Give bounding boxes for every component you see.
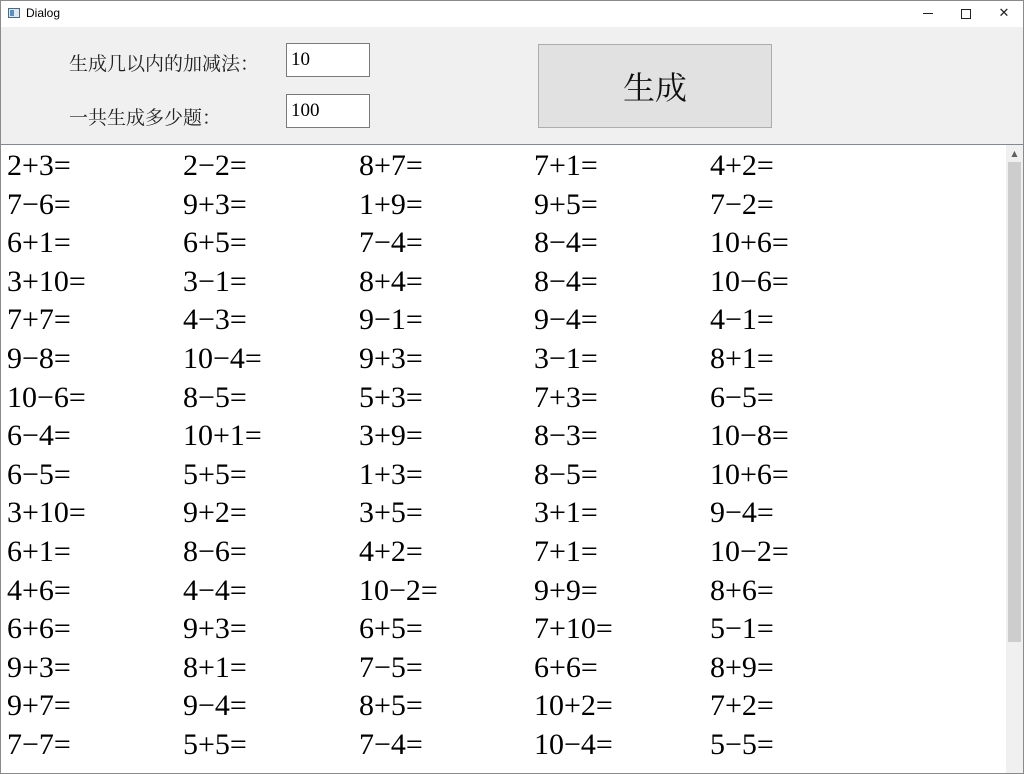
problem-item: 8−3=	[534, 419, 598, 453]
problem-item: 3−1=	[183, 264, 247, 298]
problem-item: 8−5=	[183, 380, 247, 414]
problem-item: 4+6=	[7, 573, 71, 607]
problem-item: 6+1=	[7, 535, 71, 568]
problem-row	[1, 263, 1001, 301]
problem-item: 8+9=	[710, 650, 774, 684]
problem-row	[1, 379, 1001, 417]
problem-item: 7+7=	[7, 303, 71, 337]
problem-item: 8+4=	[359, 264, 423, 298]
minimize-icon	[923, 13, 933, 14]
problem-item: 5+5=	[183, 728, 247, 761]
range-input[interactable]	[286, 43, 370, 77]
window-title: Dialog	[26, 6, 61, 20]
problem-item: 9+5=	[534, 187, 598, 221]
close-button[interactable]	[985, 1, 1023, 27]
problem-item: 7−4=	[359, 728, 423, 761]
problem-item: 6+5=	[359, 612, 423, 646]
problem-item: 3−1=	[534, 342, 598, 375]
problem-item: 10+1=	[183, 419, 262, 453]
problem-item: 9+3=	[359, 342, 423, 375]
problem-item: 9+3=	[183, 187, 247, 221]
problem-item: 8−4=	[534, 226, 598, 260]
minimize-button[interactable]	[909, 1, 947, 27]
problem-row	[1, 340, 1001, 378]
vertical-scrollbar[interactable]	[1006, 145, 1023, 773]
problem-item: 9−4=	[183, 689, 247, 723]
problem-item: 10+6=	[710, 226, 789, 260]
problem-item: 10−2=	[359, 573, 438, 607]
problem-item: 7−7=	[7, 728, 71, 761]
problem-item: 6−5=	[7, 457, 71, 491]
problem-item: 6+6=	[534, 650, 598, 684]
problem-item: 9−4=	[534, 303, 598, 337]
problem-item: 5+5=	[183, 457, 247, 491]
problem-item: 2+3=	[7, 149, 71, 182]
problem-item: 8−5=	[534, 457, 598, 491]
problem-item: 8+7=	[359, 149, 423, 182]
problem-row	[1, 301, 1001, 339]
problem-item: 9−4=	[710, 496, 774, 530]
scrollbar-thumb[interactable]	[1008, 162, 1021, 642]
problem-item: 6+5=	[183, 226, 247, 260]
problem-row	[1, 147, 1001, 185]
problem-item: 6+6=	[7, 612, 71, 646]
count-input[interactable]	[286, 94, 370, 128]
problem-item: 8+1=	[710, 342, 774, 375]
problem-item: 9+3=	[7, 650, 71, 684]
problem-row	[1, 726, 1001, 764]
problem-item: 7+3=	[534, 380, 598, 414]
problem-output-area[interactable]	[1, 144, 1023, 773]
problem-row	[1, 417, 1001, 455]
problem-item: 4−4=	[183, 573, 247, 607]
problem-row	[1, 186, 1001, 224]
range-label: 生成几以内的加减法：	[69, 53, 260, 75]
problem-item: 9+3=	[183, 612, 247, 646]
problem-item: 7+10=	[534, 612, 613, 646]
problem-item: 1+3=	[359, 457, 423, 491]
problem-row	[1, 533, 1001, 571]
problem-item: 8+1=	[183, 650, 247, 684]
maximize-button[interactable]	[947, 1, 985, 27]
problem-item: 6+1=	[7, 226, 71, 260]
problem-row	[1, 687, 1001, 725]
problem-item: 8+5=	[359, 689, 423, 723]
problem-item: 10−4=	[183, 342, 262, 375]
problem-row	[1, 572, 1001, 610]
problem-item: 3+10=	[7, 264, 86, 298]
problem-item: 10+2=	[534, 689, 613, 723]
problem-item: 7+1=	[534, 535, 598, 568]
problem-item: 4−3=	[183, 303, 247, 337]
problem-item: 10−4=	[534, 728, 613, 761]
problem-item: 4+2=	[710, 149, 774, 182]
problem-item: 9−1=	[359, 303, 423, 337]
problem-item: 9+7=	[7, 689, 71, 723]
problem-item: 2−2=	[183, 149, 247, 182]
problem-item: 7−5=	[359, 650, 423, 684]
maximize-icon	[961, 9, 971, 19]
problem-item: 5+3=	[359, 380, 423, 414]
problem-item: 5−5=	[710, 728, 774, 761]
scroll-up-icon[interactable]: ▲	[1011, 149, 1018, 158]
problem-item: 7−6=	[7, 187, 71, 221]
problem-item: 4−1=	[710, 303, 774, 337]
problem-item: 10−2=	[710, 535, 789, 568]
problem-item: 7+2=	[710, 689, 774, 723]
count-label: 一共生成多少题：	[69, 107, 222, 129]
problem-item: 7−2=	[710, 187, 774, 221]
problem-item: 9−8=	[7, 342, 71, 375]
problem-row	[1, 224, 1001, 262]
problem-row	[1, 649, 1001, 687]
generate-button[interactable]: 生成	[538, 44, 772, 128]
problem-row	[1, 456, 1001, 494]
problem-item: 9+9=	[534, 573, 598, 607]
problem-item: 10+6=	[710, 457, 789, 491]
problem-item: 6−4=	[7, 419, 71, 453]
problem-item: 9+2=	[183, 496, 247, 530]
problem-list	[1, 145, 1006, 773]
problem-item: 8−6=	[183, 535, 247, 568]
problem-item: 10−8=	[710, 419, 789, 453]
problem-item: 5−1=	[710, 612, 774, 646]
title-bar[interactable]	[1, 1, 1023, 27]
problem-item: 7+1=	[534, 149, 598, 182]
problem-item: 1+9=	[359, 187, 423, 221]
problem-item: 8−4=	[534, 264, 598, 298]
problem-item: 7−4=	[359, 226, 423, 260]
problem-row	[1, 494, 1001, 532]
problem-item: 3+5=	[359, 496, 423, 530]
problem-item: 8+6=	[710, 573, 774, 607]
problem-item: 3+1=	[534, 496, 598, 530]
problem-item: 10−6=	[7, 380, 86, 414]
close-icon: ✕	[998, 6, 1010, 21]
problem-item: 3+10=	[7, 496, 86, 530]
problem-item: 3+9=	[359, 419, 423, 453]
app-icon	[8, 8, 20, 18]
problem-item: 6−5=	[710, 380, 774, 414]
problem-item: 10−6=	[710, 264, 789, 298]
problem-row	[1, 610, 1001, 648]
problem-item: 4+2=	[359, 535, 423, 568]
